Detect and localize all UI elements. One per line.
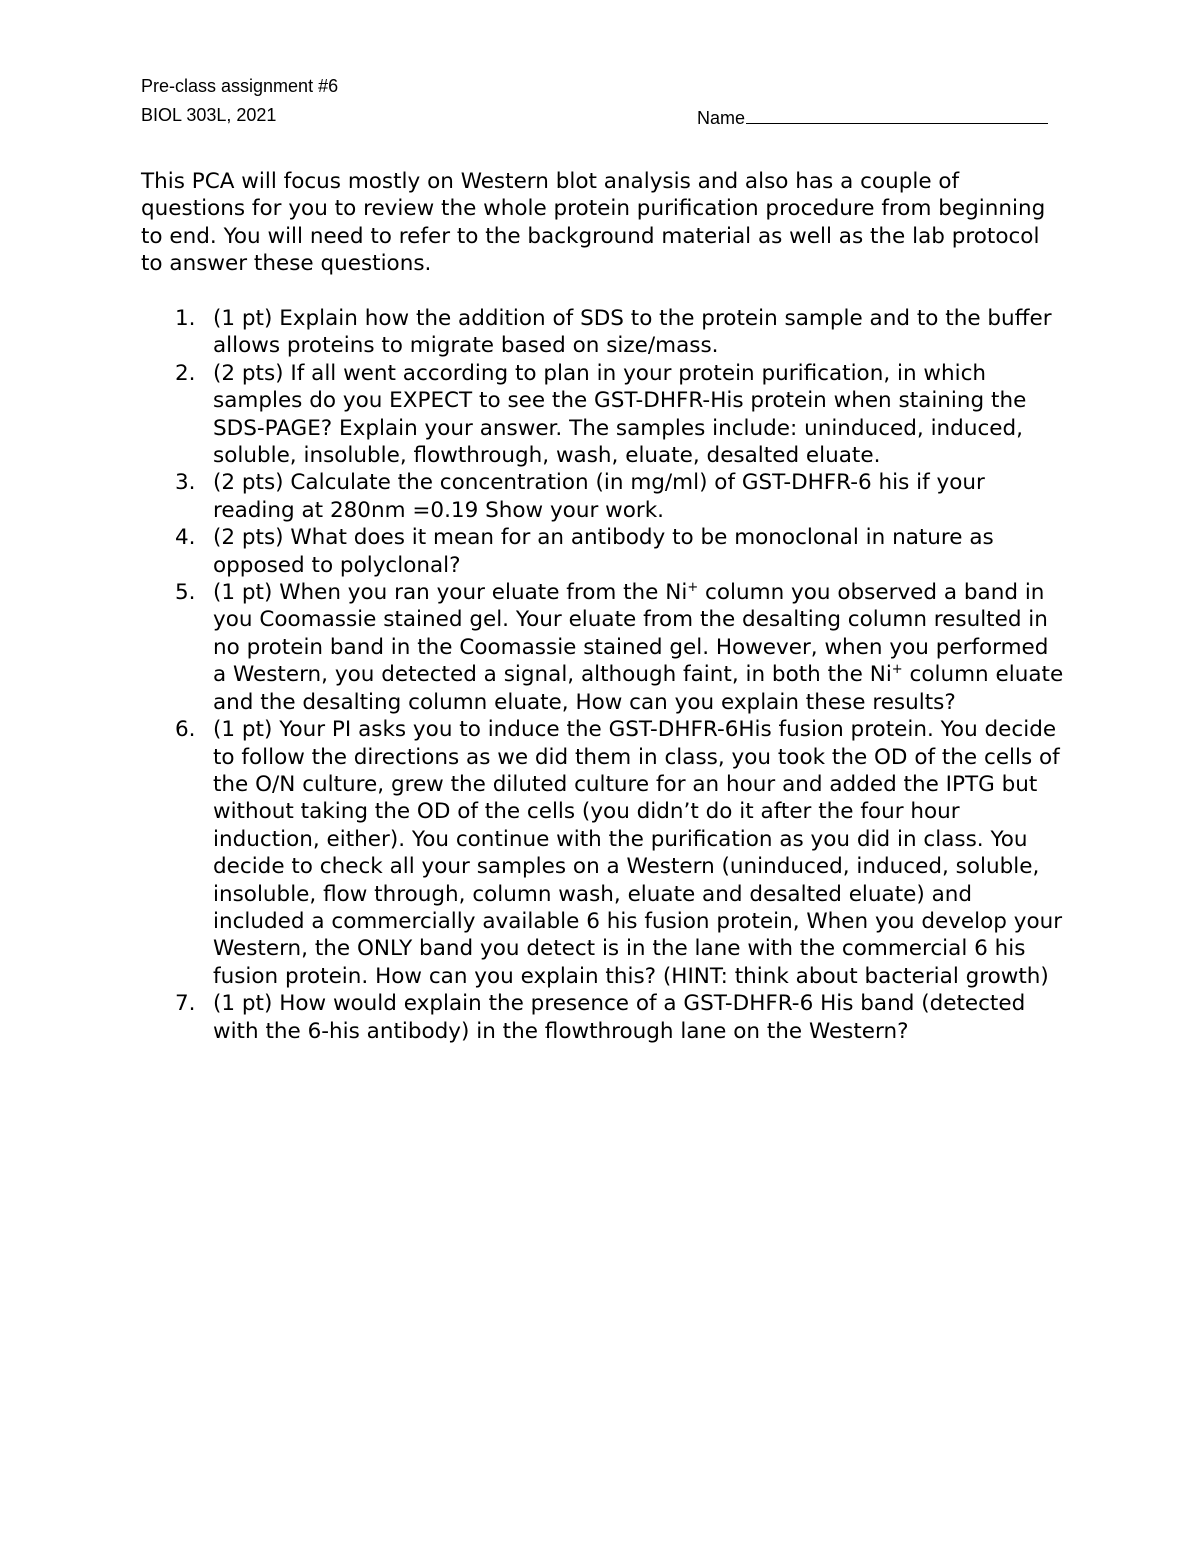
question-number: 6. — [175, 717, 196, 743]
name-label: Name — [697, 108, 746, 128]
name-field[interactable] — [697, 103, 1048, 130]
question-text: (2 pts) What does it mean for an antibody to be monoclonal in nature as opposed to polyclonal? — [213, 525, 994, 578]
question-number: 7. — [175, 991, 196, 1017]
question-text-part: column you observed a band in you Coomassie stained gel. Your eluate from the desalting column resulted in no protein band in the Coomassie stained gel. However, when you performed a Western, you detected a signal, although faint, in both the Ni — [213, 580, 1049, 688]
question-list — [141, 305, 1066, 1045]
question-text — [213, 580, 1063, 715]
intro-text: This PCA will focus mostly on Western blot analysis and also has a couple of questions for you to review the whole protein purification procedure from beginning to end. You will need to refer to the background material as well as the lab protocol to answer these questions. — [141, 169, 1046, 277]
superscript-plus: + — [891, 662, 903, 678]
question-text-part: (1 pt) When you ran your eluate from the Ni — [213, 580, 688, 606]
question-text: (1 pt) How would explain the presence of a GST-DHFR-6 His band (detected with the 6-his antibody) in the flowthrough lane on the Western? — [213, 991, 1026, 1044]
name-blank-line[interactable] — [746, 103, 1048, 124]
question-item — [141, 469, 1066, 524]
course-label: BIOL 303L, 2021 — [141, 105, 277, 125]
question-text-part: column eluate and the desalting column eluate, How can you explain these results? — [213, 662, 1064, 715]
question-text: (2 pts) If all went according to plan in your protein purification, in which samples do you EXPECT to see the GST-DHFR-His protein when staining the SDS-PAGE? Explain your answer. The samples include: uninduced, induced, soluble, insoluble, flowthrough, wash, eluate, desalted eluate. — [213, 360, 1027, 469]
question-text: (1 pt) Explain how the addition of SDS to the protein sample and to the buffer allows proteins to migrate based on size/mass. — [213, 306, 1052, 359]
question-number: 5. — [175, 580, 196, 606]
question-item — [141, 990, 1066, 1045]
question-text: (1 pt) Your PI asks you to induce the GST-DHFR-6His fusion protein. You decide to follow the directions as we did them in class, you took the OD of the cells of the O/N culture, grew the diluted culture for an hour and added the IPTG but without taking the OD of the cells (you didn’t do it after the four hour induction, either). You continue with the purification as you did in class. You decide to check all your samples on a Western (uninduced, induced, soluble, insoluble, flow through, column wash, eluate and desalted eluate) and included a commercially available 6 his fusion protein, When you develop your Western, the ONLY band you detect is in the lane with the commercial 6 his fusion protein. How can you explain this? (HINT: think about bacterial growth) — [213, 717, 1063, 989]
assignment-title: Pre-class assignment #6 — [141, 76, 339, 96]
question-number: 4. — [175, 525, 196, 551]
intro-paragraph — [141, 168, 1066, 278]
question-number: 2. — [175, 360, 196, 386]
question-item — [141, 579, 1066, 716]
question-item — [141, 360, 1066, 470]
question-item — [141, 716, 1066, 990]
question-number: 3. — [175, 470, 196, 496]
question-item — [141, 524, 1066, 579]
question-item — [141, 305, 1066, 360]
superscript-plus: + — [687, 580, 699, 596]
question-number: 1. — [175, 306, 196, 331]
question-text: (2 pts) Calculate the concentration (in mg/ml) of GST-DHFR-6 his if your reading at 280nm =0.19 Show your work. — [213, 470, 985, 523]
